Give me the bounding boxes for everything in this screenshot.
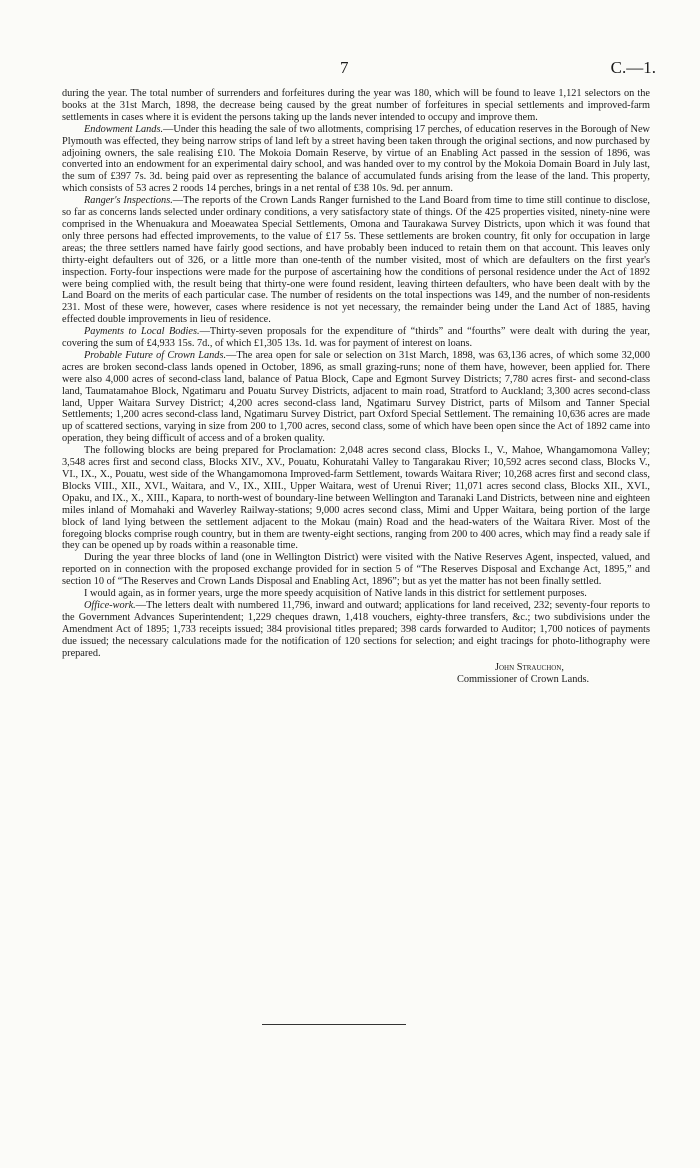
paragraph-text: —The letters dealt with numbered 11,796, inward and outward; applications for land received, 232; seventy-four reports to the Government Advances Superintendent; 1,229 cheques drawn, 1,418 vouchers, eighty-three transfers, &c.; two subdivisions under the Amendment Act of 1895; 1,733 receipts issued; 384 provisional titles prepared; 398 cards forwarded to Auditor; 1,700 notices of payments due issued; the necessary calculations made for the notification of 120 sections for selection; and eight tracings for photo-lithography were prepared. [62,599,650,659]
paragraph-native-lands [62,588,650,600]
paragraph-heading: Ranger's Inspections. [84,195,173,207]
document-reference: C.—1. [610,58,656,77]
paragraph-proclamation-blocks [62,445,650,552]
paragraph-text: I would again, as in former years, urge the more speedy acquisition of Native lands in this district for settlement purposes. [84,588,587,600]
paragraph-text: During the year three blocks of land (one in Wellington District) were visited with the Native Reserves Agent, inspected, valued, and reported on in connection with the proposed exchange provided for in section 5 of “The Reserves Disposal and Exchange Act, 1895,” and section 10 of “The Reserves and Crown Lands Disposal and Enabling Act, 1896”; but as yet the matter has not been finally settled. [62,552,650,588]
paragraph-probable-future [62,350,650,445]
paragraph-heading: Office-work. [84,599,136,611]
paragraph-office-work [62,600,650,660]
paragraph-surrenders [62,88,650,124]
paragraph-text: The following blocks are being prepared for Proclamation: 2,048 acres second class, Blocks I., V., Mahoe, Whangamomona Valley; 3,548 acres first and second class, Blocks XIV., XV., Pouatu, Kohuratahi Valley to Tangarakau River; 10,592 acres second class, Blocks V., VI., IX., X., Pouatu, west side of the Whangamomona Improved-farm Settlement, towards Waitara River; 10,268 acres first and second class, Blocks VIII., XII., XVI., Waitara, and V., IX., XIII., Upper Waitara, west of Urenui River; 11,071 acres second class, Blocks XII., XVI., Opaku, and IX., X., XIII., Kapara, to north-west of boundary-line between Wellington and Taranaki Land Districts, between nine and eighteen miles inland of Momahaki and Waverley Railway-stations; 9,000 acres second class, Mimi and Upper Waitara, being portion of the large block of land lying between the settlement adjacent to the Mokau (main) Road and the head-waters of the Waitara River. Most of the foregoing blocks comprise rough country, but in them are twenty-eight sections, ranging from 200 to 400 acres, which may find a ready sale if they can be opened up by roads within a reasonable time. [62,445,650,552]
paragraph-heading: Endowment Lands. [84,123,164,135]
closing-rule [262,1024,406,1025]
paragraph-text: —The area open for sale or selection on 31st March, 1898, was 63,136 acres, of which some 32,000 acres are broken second-class lands opened in October, 1896, as small grazing-runs; none of them have, however, been applied for. There were also 4,000 acres of second-class land, balance of Patua Block, Cape and Egmont Survey Districts; 7,780 acres first- and second-class land, Taumatamahoe Block, Ngatimaru and Pouatu Survey Districts, adjacent to main road, Stratford to Auckland; 3,300 acres second-class land, Upper Waitara Survey District; 4,200 acres second-class land, Ngatimaru Survey District, parts of Milsom and Tanner Special Settlements; 1,200 acres second-class land, Ngatimaru Survey District, part Oxford Special Settlement. The remaining 10,636 acres are made up of scattered sections, varying in size from 200 to 1,700 acres, second class, some of which have been open since the Act of 1892 came into operation, they being difficult of access and of a broken quality. [62,349,650,445]
paragraph-text: —The reports of the Crown Lands Ranger furnished to the Land Board from time to time still continue to disclose, so far as concerns lands selected under ordinary conditions, a very satisfactory state of things. Of the 425 properties visited, ninety-nine were comprised in the Whenuakura and Moeawatea Special Settlements, Omona and Taurakawa Survey Districts, upon which it was found that only three persons had effected improvements, to the value of £17 5s. These settlements are broken country, fit only for occupation in large areas; the three settlers named have fairly good sections, and have probably been induced to retain them on that account. This leaves only thirty-eight defaulters out of 326, or a little more than one-tenth of the number visited, most of which are defaulters on the first year's inspection. Forty-four inspections were made for the purpose of ascertaining how the conditions of personal residence under the Act of 1892 were being complied with, the result being that thirty-one were found resident, leaving thirteen defaulters, who have been dealt with by the Land Board on the merits of each particular case. The number of residents on the total inspections was 149, and the number of non-residents 231. Most of these were, however, cases where residence is not yet necessary, the remainder being under the Land Act of 1885, having effected double improvements in lieu of residence. [62,195,650,326]
paragraph-text: —Thirty-seven proposals for the expenditure of “thirds” and “fourths” were dealt with during the year, covering the sum of £4,933 15s. 7d., of which £1,305 13s. 1d. was for payment of interest on loans. [62,326,650,350]
paragraph-heading: Payments to Local Bodies. [84,326,200,338]
paragraph-heading: Probable Future of Crown Lands. [84,349,227,361]
page-number: 7 [340,58,349,77]
paragraph-text: —Under this heading the sale of two allotments, comprising 17 perches, of education reserves in the Borough of New Plymouth was effected, they being narrow strips of land left by a street having been taken through the original sections, and now purchased by adjoining owners, the sale realising £10. The Mokoia Domain Reserve, by virtue of an Enabling Act passed in the session of 1896, was converted into an endowment for an experimental dairy school, and was handed over to my control by the Mokoia Domain Board in July last, the sum of £397 7s. 3d. being paid over as representing the balance of accumulated funds arising from the lease of the land. This property, which consists of 53 acres 2 roods 14 perches, brings in a net rental of £38 10s. 9d. per annum. [62,123,650,195]
paragraph-native-reserves [62,552,650,588]
paragraph-rangers-inspections [62,195,650,326]
page-header [0,58,700,78]
signatory-title: Commissioner of Crown Lands. [457,673,590,685]
signatory-name: John Strauchon, [495,661,564,673]
paragraph-text: during the year. The total number of surrenders and forfeitures during the year was 180, which will be found to leave 1,121 selectors on the books at the 31st March, 1898, the decrease being caused by the great number of forfeitures in special settlements and improved-farm settlements in cases where it is evident the persons taking up the lands never intended to occupy and improve them. [62,88,650,123]
report-body [62,88,650,686]
paragraph-payments-local-bodies [62,326,650,350]
signature-block [62,662,650,686]
paragraph-endowment-lands [62,124,650,195]
